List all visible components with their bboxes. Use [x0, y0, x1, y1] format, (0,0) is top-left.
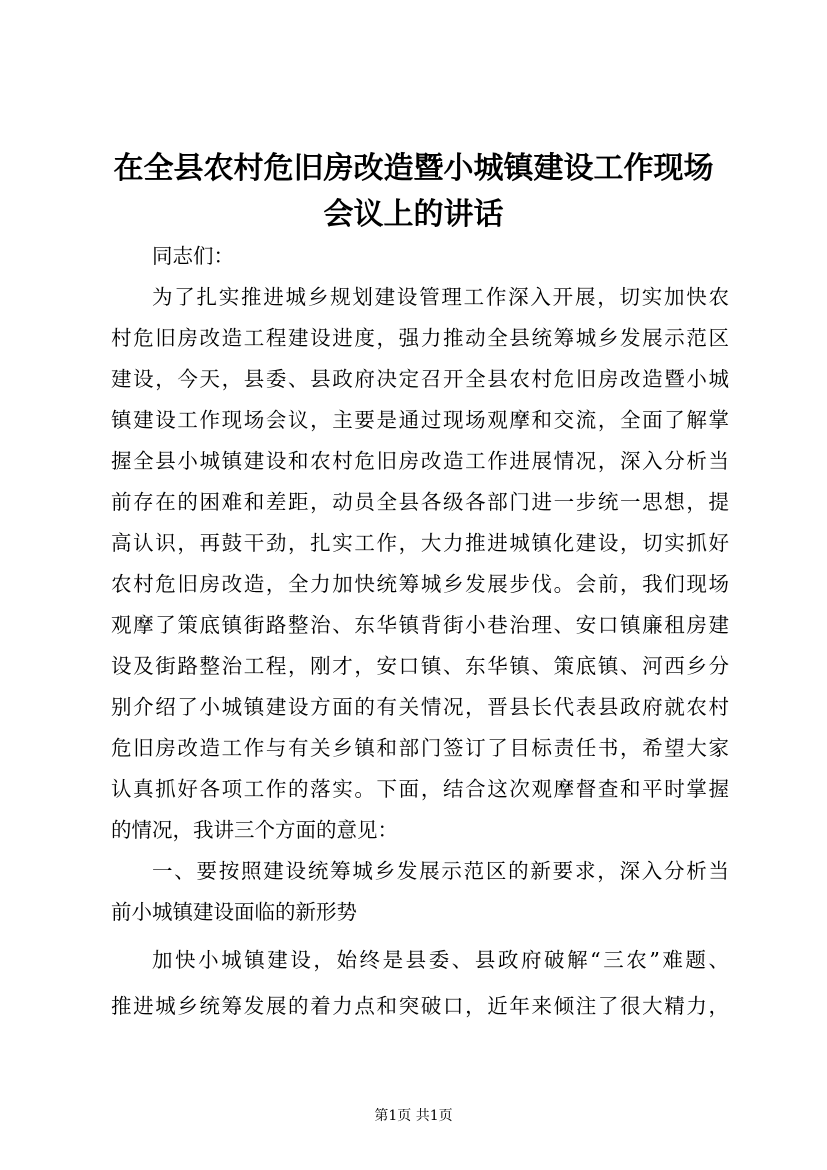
document-title-line-2: 会议上的讲话: [323, 197, 504, 232]
section-heading-line: 一、要按照建设统筹城乡发展示范区的新要求，深入分析当: [152, 859, 729, 883]
body-line: 握全县小城镇建设和农村危旧房改造工作进展情况，深入分析当: [111, 449, 729, 473]
body-line: 设及街路整治工程，刚才，安口镇、东华镇、策底镇、河西乡分: [111, 654, 729, 678]
salutation: 同志们：: [152, 244, 234, 268]
body-line: 认真抓好各项工作的落实。下面，结合这次观摩督查和平时掌握: [111, 777, 729, 801]
body-line: 镇建设工作现场会议，主要是通过现场观摩和交流，全面了解掌: [111, 408, 729, 432]
body-line: 加快小城镇建设，始终是县委、县政府破解“三农”难题、: [152, 948, 729, 972]
body-line: 观摩了策底镇街路整治、东华镇背街小巷治理、安口镇廉租房建: [111, 613, 729, 637]
body-line: 推进城乡统筹发展的着力点和突破口，近年来倾注了很大精力，: [111, 994, 729, 1018]
section-heading-line: 前小城镇建设面临的新形势: [111, 900, 357, 924]
body-line: 前存在的困难和差距，动员全县各级各部门进一步统一思想，提: [111, 490, 729, 514]
body-line: 别介绍了小城镇建设方面的有关情况，晋县长代表县政府就农村: [111, 695, 729, 719]
body-line: 建设，今天，县委、县政府决定召开全县农村危旧房改造暨小城: [111, 367, 729, 391]
body-line: 村危旧房改造工程建设进度，强力推动全县统筹城乡发展示范区: [111, 326, 729, 350]
page-footer: 第1页 共1页: [374, 1108, 453, 1124]
body-line: 为了扎实推进城乡规划建设管理工作深入开展，切实加快农: [152, 285, 729, 309]
body-line: 的情况，我讲三个方面的意见：: [111, 818, 398, 842]
document-title-line-1: 在全县农村危旧房改造暨小城镇建设工作现场: [113, 151, 714, 186]
body-line: 高认识，再鼓干劲，扎实工作，大力推进城镇化建设，切实抓好: [111, 531, 729, 555]
body-line: 农村危旧房改造，全力加快统筹城乡发展步伐。会前，我们现场: [111, 572, 729, 596]
body-line: 危旧房改造工作与有关乡镇和部门签订了目标责任书，希望大家: [111, 736, 729, 760]
